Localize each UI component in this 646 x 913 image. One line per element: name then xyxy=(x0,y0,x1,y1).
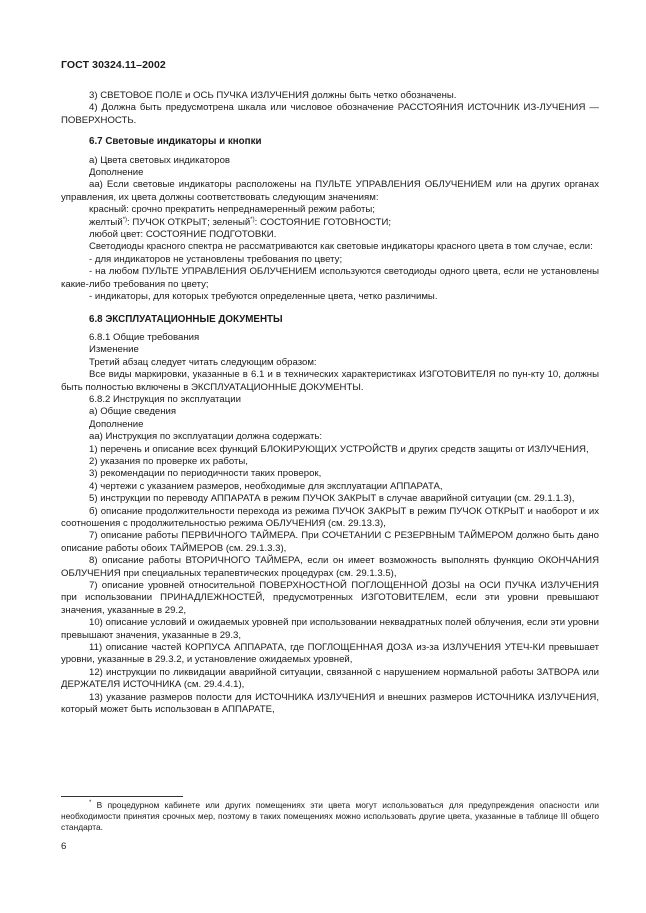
paragraph: аа) Если световые индикаторы расположены на ПУЛЬТЕ УПРАВЛЕНИЯ ОБЛУЧЕНИЕМ или на других органах управления, их цвета должны соответствовать следующим значениям: xyxy=(61,179,599,203)
paragraph: а) Цвета световых индикаторов xyxy=(89,154,231,166)
paragraph: 6.8.1 Общие требования xyxy=(89,331,200,343)
paragraph: любой цвет: СОСТОЯНИЕ ПОДГОТОВКИ. xyxy=(89,229,277,241)
paragraph: Дополнение xyxy=(89,418,144,430)
footnote-separator xyxy=(61,796,183,797)
paragraph: Светодиоды красного спектра не рассматриваются как световые индикаторы красного цвета в том случае, если: xyxy=(89,241,593,253)
footnote-ref: *) xyxy=(250,216,255,223)
paragraph: - на любом ПУЛЬТЕ УПРАВЛЕНИЯ ОБЛУЧЕНИЕМ используются светодиоды одного цвета, если не установлены какие-либо требования по цвету; xyxy=(61,266,599,290)
section-title-6-7: 6.7 Световые индикаторы и кнопки xyxy=(89,136,262,148)
text-ready: : СОСТОЯНИЕ ГОТОВНОСТИ; xyxy=(254,216,392,228)
footnote-ref: *) xyxy=(122,216,128,223)
paragraph: аа) Инструкция по эксплуатации должна содержать: xyxy=(89,431,323,443)
footnote xyxy=(61,800,599,834)
text-yellow: желтый xyxy=(89,216,123,228)
paragraph: а) Общие сведения xyxy=(89,406,177,418)
list-item: 5) инструкции по переводу АППАРАТА в режим ПУЧОК ЗАКРЫТ в случае аварийной ситуации (см. 29.1.1.3), xyxy=(89,493,575,505)
paragraph: Все виды маркировки, указанные в 6.1 и в технических характеристиках ИЗГОТОВИТЕЛЯ по пун-кту 10, должны быть полностью включены в ЭКСПЛУАТАЦИОННЫЕ ДОКУМЕНТЫ. xyxy=(61,369,599,393)
list-item: 8) описание работы ВТОРИЧНОГО ТАЙМЕРА, если он имеет возможность выполнять функцию ОКОНЧАНИЯ ОБЛУЧЕНИЯ при специальных терапевтических процедурах (см. 29.1.3.5), xyxy=(61,555,599,579)
paragraph: Дополнение xyxy=(89,167,144,179)
section-title-6-8: 6.8 ЭКСПЛУАТАЦИОННЫЕ ДОКУМЕНТЫ xyxy=(89,313,283,325)
paragraph: Третий абзац следует читать следующим образом: xyxy=(89,356,317,368)
list-item: 10) описание условий и ожидаемых уровней при использовании неквадратных полей облучения, если эти уровни превышают значения, указанные в 29.3, xyxy=(61,617,599,641)
list-item: 11) описание частей КОРПУСА АППАРАТА, где ПОГЛОЩЕННАЯ ДОЗА из-за ИЗЛУЧЕНИЯ УТЕЧ-КИ превышает уровни, указанные в 29.3.2, и установление ожидаемых уровней, xyxy=(61,642,599,666)
list-item: 1) перечень и описание всех функций БЛОКИРУЮЩИХ УСТРОЙСТВ и других средств защиты от ИЗЛУЧЕНИЯ, xyxy=(89,443,589,455)
paragraph: 3) СВЕТОВОЕ ПОЛЕ и ОСЬ ПУЧКА ИЗЛУЧЕНИЯ должны быть четко обозначены. xyxy=(89,90,457,101)
list-item: 12) инструкции по ликвидации аварийной ситуации, связанной с нарушением нормальной работы ЗАТВОРА или ДЕРЖАТЕЛЯ ИСТОЧНИКА (см. 29.4.4.1), xyxy=(61,666,599,691)
paragraph: Изменение xyxy=(89,344,139,356)
paragraph: красный: срочно прекратить непреднамеренный режим работы; xyxy=(89,204,375,216)
list-item: 13) указание размеров полости для ИСТОЧНИКА ИЗЛУЧЕНИЯ и внешних размеров ИСТОЧНИКА ИЗЛУЧЕНИЯ, который может быть использован в АППАРАТЕ, xyxy=(61,691,599,716)
list-item: 7) описание работы ПЕРВИЧНОГО ТАЙМЕРА. При СОЧЕТАНИИ С РЕЗЕРВНЫМ ТАЙМЕРОМ должно быть дано описание работы обоих ТАЙМЕРОВ (см. 29.1.3.3), xyxy=(61,530,599,554)
paragraph: 4) Должна быть предусмотрена шкала или числовое обозначение РАССТОЯНИЯ ИСТОЧНИК ИЗ-ЛУЧЕНИЯ — ПОВЕРХНОСТЬ. xyxy=(61,102,599,126)
paragraph: - для индикаторов не установлены требования по цвету; xyxy=(89,253,343,265)
page-body xyxy=(61,90,599,717)
list-item: б) описание продолжительности перехода из режима ПУЧОК ЗАКРЫТ в режим ПУЧОК ОТКРЫТ и наоборот и их соотношения с продолжительностью режима ОБЛУЧЕНИЯ (см. 29.13.3), xyxy=(61,505,599,529)
list-item: 7) описание уровней относительной ПОВЕРХНОСТНОЙ ПОГЛОЩЕННОЙ ДОЗЫ на ОСИ ПУЧКА ИЗЛУЧЕНИЯ при использовании ПРИНАДЛЕЖНОСТЕЙ, предусмотренных ИЗГОТОВИТЕЛЕМ, если эти уровни превышают значения, указанные в 29.2, xyxy=(61,580,599,616)
list-item: 2) указания по проверке их работы, xyxy=(89,455,248,467)
paragraph-colors xyxy=(61,217,599,229)
paragraph: 6.8.2 Инструкция по эксплуатации xyxy=(89,393,241,405)
page-number: 6 xyxy=(61,841,67,852)
list-item: 3) рекомендации по периодичности таких проверок, xyxy=(89,468,322,480)
text-green: : ПУЧОК ОТКРЫТ; зеленый xyxy=(127,216,251,228)
page-header: ГОСТ 30324.11–2002 xyxy=(61,59,166,71)
footnote-text: В процедурном кабинете или других помещениях эти цвета могут использоваться для предупреждения опасности или необходимости принятия срочных мер, поэтому в таких помещениях можно использовать другие цвета, указанные в таблице III общего стандарта. xyxy=(61,800,599,833)
paragraph: - индикаторы, для которых требуются определенные цвета, четко различимы. xyxy=(89,291,438,303)
footnote-mark: * xyxy=(89,800,92,807)
list-item: 4) чертежи с указанием размеров, необходимые для эксплуатации АППАРАТА, xyxy=(89,480,443,492)
